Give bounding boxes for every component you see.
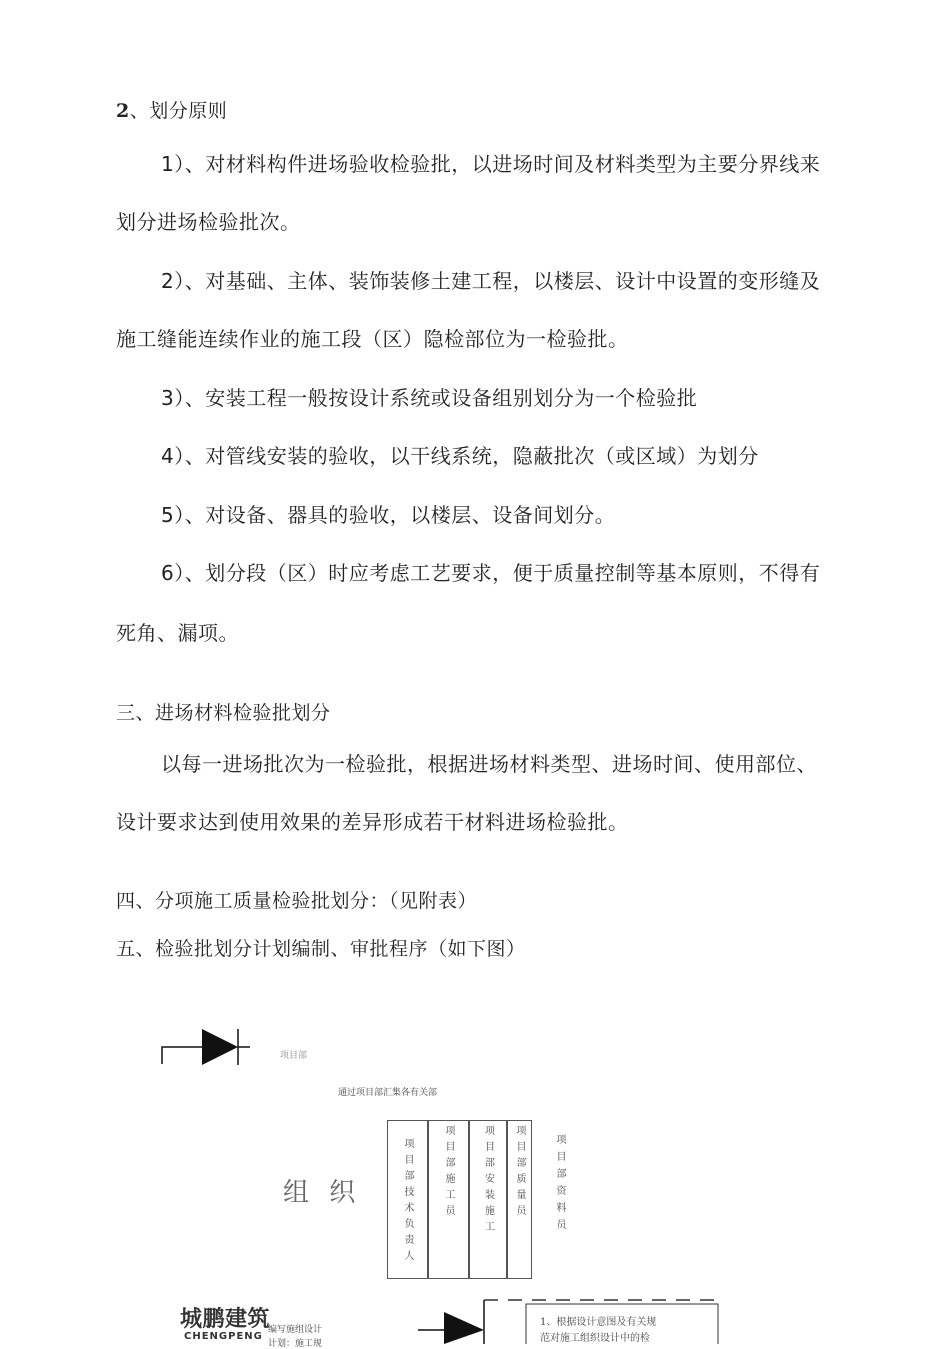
section-3-paragraph-line-2: 设计要求达到使用效果的差异形成若干材料进场检验批。 — [116, 810, 629, 834]
section-3-paragraph-line-1: 以每一进场批次为一检验批，根据进场材料类型、进场时间、使用部位、 — [161, 752, 817, 776]
box-install-construction — [469, 1120, 507, 1279]
top-label-project-dept: 项目部 — [280, 1051, 308, 1061]
item-3-text: 、安装工程一般按设计系统或设备组别划分为一个检验批 — [184, 386, 698, 410]
section-2-number: 2 — [116, 100, 130, 122]
item-1-number: 1） — [161, 152, 185, 176]
item-5-text: 、对设备、器具的验收，以楼层、设备间划分。 — [184, 503, 616, 527]
item-3-line-1 — [161, 382, 697, 411]
section-2-title: 、划分原则 — [129, 100, 228, 122]
side-label-data-staff: 项目部资料员 — [554, 1134, 565, 1236]
watermark-en: CHENGPENG — [184, 1331, 263, 1342]
item-5-line-1 — [161, 499, 615, 528]
note-line-2: 范对施工组织设计中的检 — [540, 1333, 650, 1344]
box-tech-leader — [387, 1120, 428, 1279]
box-construction-staff-label: 项目部施工员 — [443, 1125, 454, 1221]
item-2-line-1 — [161, 265, 820, 294]
item-6-text: 、划分段（区）时应考虑工艺要求，便于质量控制等基本原则，不得有 — [184, 561, 821, 585]
item-1-text: 、对材料构件进场验收检验批，以进场时间及材料类型为主要分界线来 — [184, 152, 821, 176]
item-6-number: 6） — [161, 561, 185, 585]
box-tech-leader-label: 项目部技术负责人 — [402, 1137, 413, 1266]
section-3-heading: 三、进场材料检验批划分 — [116, 702, 331, 724]
item-4-line-1 — [161, 440, 759, 469]
item-6-line-1 — [161, 557, 820, 586]
watermark-cn: 城鹏建筑 — [180, 1307, 271, 1332]
item-1-line-1 — [161, 148, 820, 177]
section-4-heading: 四、分项施工质量检验批划分：（见附表） — [116, 890, 478, 912]
box-install-construction-label: 项目部安装施工 — [482, 1125, 494, 1237]
item-2-text: 、对基础、主体、装饰装修土建工程，以楼层、设计中设置的变形缝及 — [184, 269, 821, 293]
top-label-collect: 通过项目部汇集各有关部 — [338, 1088, 438, 1098]
section-2-heading — [116, 96, 227, 123]
item-4-text: 、对管线安装的验收，以干线系统，隐蔽批次（或区域）为划分 — [184, 444, 759, 468]
org-label: 组 织 — [283, 1178, 362, 1208]
note-line-1: 1、根据设计意图及有关规 — [540, 1317, 657, 1328]
bottom-left-label-1: 编写施组设计 — [268, 1325, 323, 1335]
item-3-number: 3） — [161, 386, 185, 410]
item-2-line-2: 施工缝能连续作业的施工段（区）隐检部位为一检验批。 — [116, 327, 629, 351]
item-2-number: 2） — [161, 269, 185, 293]
item-1-line-2: 划分进场检验批次。 — [116, 210, 301, 234]
item-6-line-2: 死角、漏项。 — [116, 621, 239, 645]
item-4-number: 4） — [161, 444, 185, 468]
bottom-left-label-2: 计划：施工规 — [268, 1339, 323, 1349]
box-construction-staff — [428, 1120, 469, 1279]
section-5-heading: 五、检验批划分计划编制、审批程序（如下图） — [116, 938, 526, 960]
box-quality-staff — [507, 1120, 532, 1279]
item-5-number: 5） — [161, 503, 185, 527]
box-quality-staff-label: 项目部质量员 — [514, 1125, 525, 1221]
